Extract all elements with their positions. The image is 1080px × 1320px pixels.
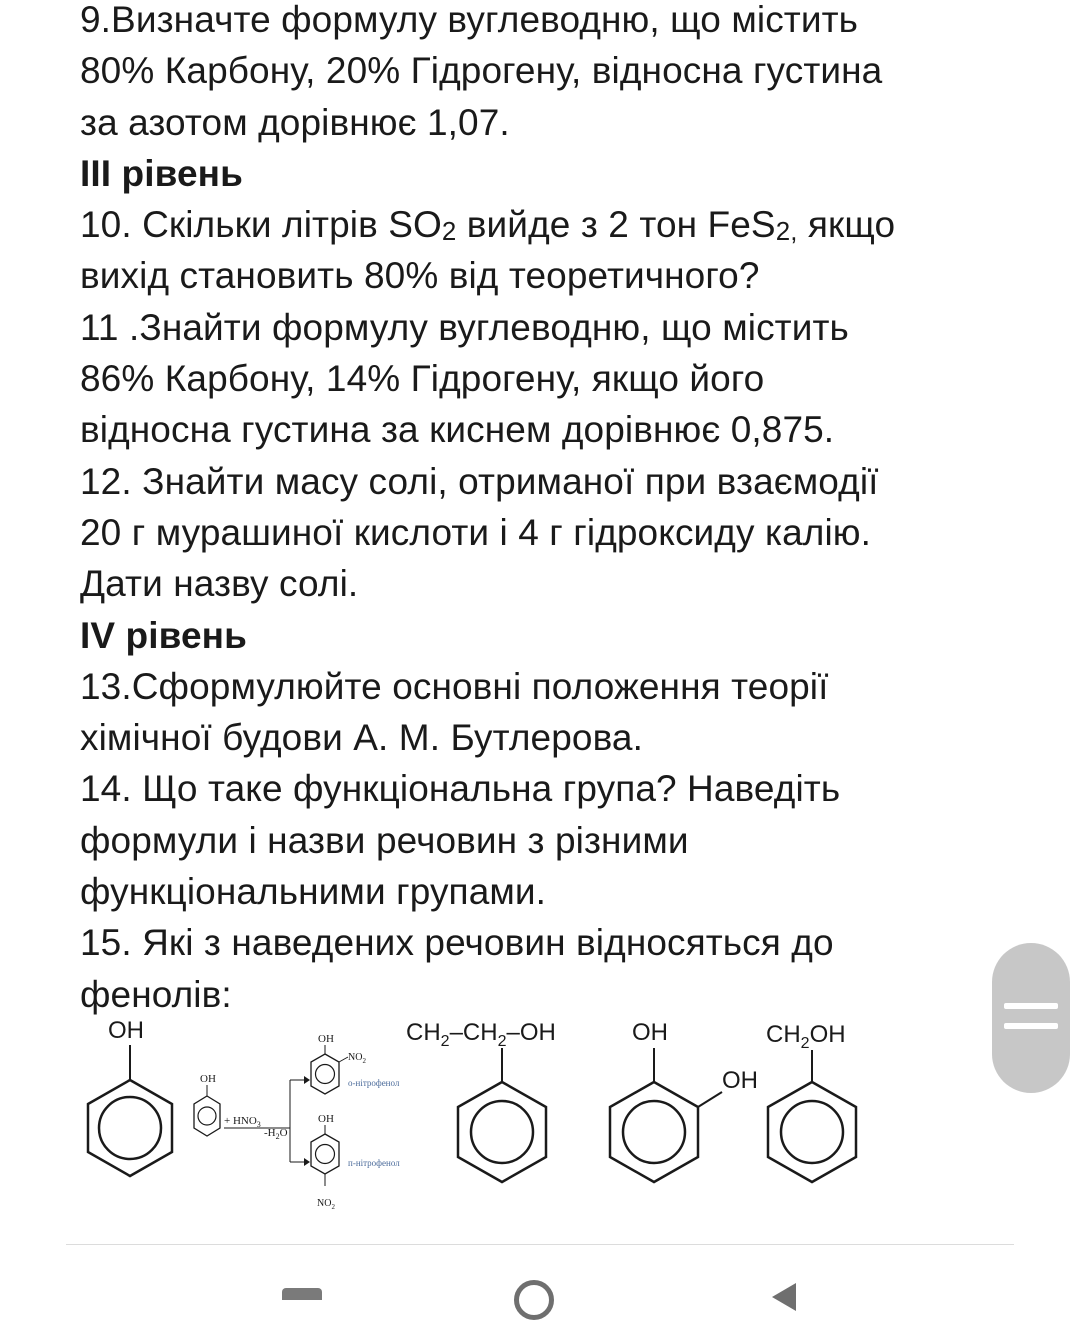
- text-line: 20 г мурашиної кислоти і 4 г гідроксиду калію.: [80, 511, 871, 553]
- section-heading-level-4: IV рівень: [80, 614, 247, 656]
- text-line: відносна густина за киснем дорівнює 0,875.: [80, 409, 835, 451]
- catechol-structure: [610, 1019, 758, 1182]
- home-icon[interactable]: [514, 1280, 554, 1320]
- ortho-oh-label: OH: [318, 1033, 334, 1045]
- chemical-structures-figure: [74, 1012, 904, 1222]
- text-line: функціональними групами.: [80, 871, 547, 913]
- grip-icon: [1004, 1023, 1058, 1029]
- nitration-scheme: [194, 1033, 400, 1211]
- phenol-structure: [88, 1017, 172, 1176]
- fast-scroll-handle[interactable]: [992, 943, 1070, 1093]
- text-line: 11 .Знайти формулу вуглеводню, що містить: [80, 306, 849, 348]
- grip-icon: [1004, 1003, 1058, 1009]
- text-line: 9.Визначте формулу вуглеводню, що містить: [80, 0, 859, 40]
- aromatic-circle: [781, 1101, 843, 1163]
- para-nitrophenol-name: п-нітрофенол: [348, 1158, 400, 1168]
- catechol-oh2-label: OH: [722, 1067, 758, 1094]
- text-line: за азотом дорівнює 1,07.: [80, 101, 510, 143]
- reactant-oh-label: OH: [200, 1073, 216, 1085]
- ethanol-chain-label: $CH_2-CH_2-OH$: [406, 1019, 556, 1050]
- text-line: 12. Знайти масу солі, отриманої при взаємодії: [80, 460, 879, 502]
- back-icon[interactable]: [772, 1283, 796, 1311]
- benzyl-alcohol-structure: [766, 1021, 856, 1182]
- benzene-ring: [88, 1080, 172, 1176]
- system-nav-bar: [0, 1270, 1080, 1296]
- para-oh-label: OH: [318, 1113, 334, 1125]
- ortho-no2-label: $NO_2$: [348, 1052, 366, 1065]
- document-text: [80, 0, 1010, 1020]
- phenol-oh-label: OH: [108, 1017, 144, 1044]
- text-line: 15. Які з наведених речовин відносяться до: [80, 922, 834, 964]
- text-line: 13.Сформулюйте основні положення теорії: [80, 665, 829, 707]
- divider: [66, 1244, 1014, 1245]
- text-line: формули і назви речовин з різними: [80, 819, 689, 861]
- catechol-oh-label: OH: [632, 1019, 668, 1046]
- text-line: хімічної будови А. М. Бутлерова.: [80, 717, 643, 759]
- text-line: 14. Що таке функціональна група? Наведіть: [80, 768, 841, 810]
- text-line: вихід становить 80% від теоретичного?: [80, 255, 760, 297]
- question-10-line: 10. Скільки літрів $SO_2$ вийде з 2 тон FeS$_{2,}$ якщо: [80, 204, 896, 247]
- reagent-label: + $HNO_3$: [224, 1115, 261, 1129]
- recent-apps-icon[interactable]: [282, 1288, 322, 1300]
- text-line: 80% Карбону, 20% Гідрогену, відносна густина: [80, 50, 883, 92]
- aromatic-circle: [623, 1101, 685, 1163]
- para-no2-label: $NO_2$: [317, 1198, 335, 1211]
- phenylethanol-structure: [406, 1019, 556, 1182]
- benzyl-ch2oh-label: $CH_2OH$: [766, 1021, 846, 1052]
- aromatic-circle: [198, 1107, 216, 1125]
- ortho-nitrophenol-name: о-нітрофенол: [348, 1078, 400, 1088]
- text-line: фенолів:: [80, 973, 232, 1015]
- aromatic-circle: [99, 1097, 161, 1159]
- text-line: Дати назву солі.: [80, 563, 359, 605]
- aromatic-circle: [316, 1065, 335, 1084]
- aromatic-circle: [316, 1145, 335, 1164]
- text-line: 86% Карбону, 14% Гідрогену, якщо його: [80, 358, 765, 400]
- section-heading-level-3: III рівень: [80, 152, 243, 194]
- minus-water-label: $-H_2O$: [264, 1127, 288, 1141]
- aromatic-circle: [471, 1101, 533, 1163]
